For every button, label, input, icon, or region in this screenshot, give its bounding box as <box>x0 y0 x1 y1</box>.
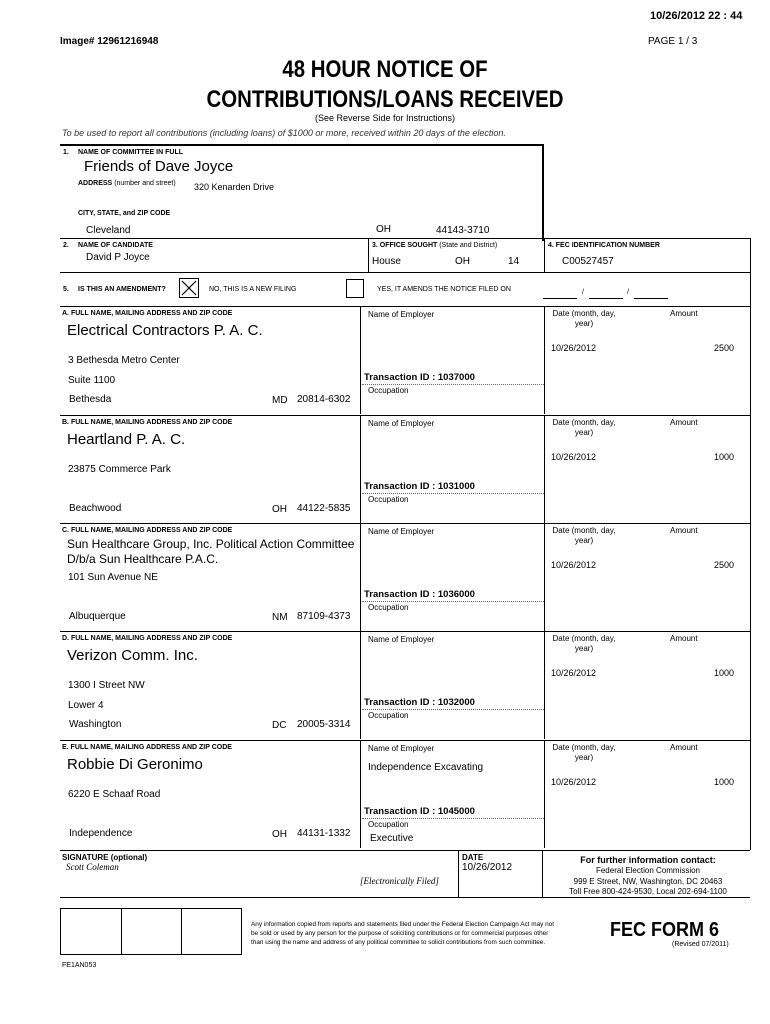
form-subtitle: (See Reverse Side for Instructions) <box>314 113 456 123</box>
amend-date-day-line <box>589 298 623 299</box>
contribution-date: 10/26/2012 <box>551 452 597 462</box>
office-label: 3. OFFICE SOUGHT (State and District) <box>372 242 498 249</box>
contact-line2: 999 E Street, NW, Washington, DC 20463 <box>573 877 723 886</box>
committee-name-label: NAME OF COMMITTEE IN FULL <box>78 149 183 156</box>
contributor-name: Sun Healthcare Group, Inc. Political Action Committee <box>67 537 355 551</box>
contributor-state: DC <box>272 720 287 731</box>
signature-divider <box>458 850 459 897</box>
contribution-amount: 1000 <box>713 777 734 787</box>
contributor-name: Heartland P. A. C. <box>67 431 186 448</box>
contributor-name-line2: D/b/a Sun Healthcare P.A.C. <box>67 552 219 566</box>
date-column-label: Date (month, day, year) <box>552 634 616 653</box>
date-column-label: Date (month, day, year) <box>552 743 616 762</box>
contributor-zip: 20814-6302 <box>297 394 351 405</box>
entry-top-border <box>60 631 750 632</box>
contributor-address: 1300 I Street NW <box>68 680 145 691</box>
contributor-address-line2: Lower 4 <box>68 700 104 711</box>
contributor-city: Albuquerque <box>69 611 126 622</box>
transaction-underline <box>362 601 544 602</box>
transaction-id: Transaction ID : 1031000 <box>364 481 475 492</box>
occupation-label: Occupation <box>368 711 409 720</box>
committee-name: Friends of Dave Joyce <box>84 158 234 175</box>
transaction-id: Transaction ID : 1037000 <box>364 372 475 383</box>
employer-label: Name of Employer <box>368 635 435 644</box>
signature-name: Scott Coleman <box>66 862 119 872</box>
contributor-address: 3 Bethesda Metro Center <box>68 355 180 366</box>
committee-zip: 44143-3710 <box>436 225 490 236</box>
contributor-zip: 44131-1332 <box>297 828 351 839</box>
employer-value: Independence Excavating <box>368 762 484 773</box>
employer-label: Name of Employer <box>368 744 435 753</box>
new-filing-checkbox[interactable] <box>179 278 199 298</box>
occupation-label: Occupation <box>368 820 409 829</box>
date-column-label: Date (month, day, year) <box>552 309 616 328</box>
contributor-address-line2: Suite 1100 <box>68 375 116 386</box>
timestamp: 10/26/2012 22 : 44 <box>650 10 743 22</box>
office-district: 14 <box>508 256 520 267</box>
electronically-filed: [Electronically Filed] <box>360 876 439 886</box>
form-code: FE1AN053 <box>62 962 97 969</box>
contributor-zip: 44122-5835 <box>297 503 351 514</box>
date-column-label: Date (month, day, year) <box>552 418 616 437</box>
amendment-num: 5. <box>63 286 69 293</box>
entry-label: E. FULL NAME, MAILING ADDRESS AND ZIP CODE <box>62 744 232 751</box>
disclaimer-line2: be sold or used by any person for the purpose of soliciting contributions or for commercial purposes other <box>251 930 549 937</box>
disclaimer-line1: Any information copied from reports and statements filed under the Federal Election Campaign Act may not <box>251 921 555 928</box>
section1-right-border <box>542 144 544 241</box>
entry-label: C. FULL NAME, MAILING ADDRESS AND ZIP CODE <box>62 527 233 534</box>
amends-checkbox[interactable] <box>346 279 364 298</box>
section1-top-border <box>60 144 544 146</box>
contributor-zip: 20005-3314 <box>297 719 351 730</box>
contributor-name: Electrical Contractors P. A. C. <box>67 322 263 339</box>
amendment-label: IS THIS AN AMENDMENT? <box>78 286 166 293</box>
contributor-city: Beachwood <box>69 503 122 514</box>
entry-divider-1 <box>360 631 361 739</box>
contributor-zip: 87109-4373 <box>297 611 351 622</box>
contact-heading: For further information contact: <box>580 855 716 865</box>
contact-line1: Federal Election Commission <box>595 866 701 875</box>
employer-label: Name of Employer <box>368 527 435 536</box>
contribution-date: 10/26/2012 <box>551 343 597 353</box>
form-title-line2: CONTRIBUTIONS/LOANS RECEIVED <box>206 86 564 113</box>
signature-date: 10/26/2012 <box>462 862 513 873</box>
checkmark-x-icon <box>180 279 198 297</box>
entry-top-border <box>60 523 750 524</box>
entry-divider-2 <box>544 306 545 414</box>
transaction-underline <box>362 709 544 710</box>
occupation-label: Occupation <box>368 603 409 612</box>
entry-top-border <box>60 306 750 307</box>
section2-divider-2 <box>544 238 545 272</box>
occupation-value: Executive <box>370 833 414 844</box>
contributor-state: OH <box>272 504 287 515</box>
amends-label: YES, IT AMENDS THE NOTICE FILED ON <box>377 286 511 293</box>
amount-column-label: Amount <box>670 743 698 752</box>
disclaimer-line3: than using the name and address of any political committee to solicit contributions from such committee. <box>251 939 546 946</box>
office-state: OH <box>455 256 470 267</box>
amount-column-label: Amount <box>670 418 698 427</box>
entry-divider-2 <box>544 740 545 848</box>
new-filing-label: NO, THIS IS A NEW FILING <box>209 286 297 293</box>
amount-column-label: Amount <box>670 526 698 535</box>
entry-label: D. FULL NAME, MAILING ADDRESS AND ZIP CODE <box>62 635 233 642</box>
form-right-border <box>750 238 751 850</box>
amount-column-label: Amount <box>670 634 698 643</box>
signature-top-border <box>60 850 750 851</box>
contributor-state: MD <box>272 395 288 406</box>
city-label: CITY, STATE, and ZIP CODE <box>78 210 171 217</box>
amount-column-label: Amount <box>670 309 698 318</box>
contributor-address: 23875 Commerce Park <box>68 464 171 475</box>
transaction-underline <box>362 384 544 385</box>
entry-divider-2 <box>544 415 545 523</box>
committee-address: 320 Kenarden Drive <box>194 182 275 192</box>
entry-divider-2 <box>544 523 545 631</box>
amend-date-year-line <box>634 298 668 299</box>
entry-label: B. FULL NAME, MAILING ADDRESS AND ZIP CODE <box>62 419 233 426</box>
date-column-label: Date (month, day, year) <box>552 526 616 545</box>
contributor-city: Independence <box>69 828 133 839</box>
office-sought: House <box>372 256 401 267</box>
committee-state: OH <box>376 224 391 235</box>
contribution-amount: 2500 <box>713 343 734 353</box>
section5-top-border <box>60 272 750 273</box>
contribution-date: 10/26/2012 <box>551 560 597 570</box>
contributor-city: Washington <box>69 719 122 730</box>
form-intro: To be used to report all contributions (including loans) of $1000 or more, received within 20 days of the election. <box>62 128 506 138</box>
contributor-state: OH <box>272 829 287 840</box>
signature-label: SIGNATURE (optional) <box>62 853 148 862</box>
stamp-divider-2 <box>181 909 182 955</box>
entry-label: A. FULL NAME, MAILING ADDRESS AND ZIP CODE <box>62 310 233 317</box>
entry-top-border <box>60 740 750 741</box>
contributor-state: NM <box>272 612 288 623</box>
contributor-name: Verizon Comm. Inc. <box>67 647 198 664</box>
entry-top-border <box>60 415 750 416</box>
section2-top-border <box>60 238 750 239</box>
stamp-divider-1 <box>121 909 122 955</box>
candidate-name: David P Joyce <box>86 252 150 263</box>
occupation-label: Occupation <box>368 495 409 504</box>
amend-date-sep: / <box>582 289 584 296</box>
entry-divider-1 <box>360 523 361 631</box>
contribution-amount: 1000 <box>713 668 734 678</box>
page-number: PAGE 1 / 3 <box>648 36 698 47</box>
candidate-num: 2. <box>63 242 69 249</box>
entry-divider-1 <box>360 415 361 523</box>
form-title-line1: 48 HOUR NOTICE OF <box>282 56 488 83</box>
committee-city: Cleveland <box>86 225 131 236</box>
signature-divider-2 <box>542 850 543 897</box>
image-id: Image# 12961216948 <box>60 36 159 47</box>
date-label: DATE <box>462 853 484 862</box>
entry-divider-1 <box>360 306 361 414</box>
contribution-amount: 1000 <box>713 452 734 462</box>
form-revised: (Revised 07/2011) <box>672 941 729 948</box>
transaction-id: Transaction ID : 1032000 <box>364 697 475 708</box>
candidate-label: NAME OF CANDIDATE <box>78 242 153 249</box>
employer-label: Name of Employer <box>368 419 435 428</box>
amend-date-sep-2: / <box>627 289 629 296</box>
contributor-name: Robbie Di Geronimo <box>67 756 203 773</box>
stamp-box <box>60 908 242 955</box>
entry-divider-1 <box>360 740 361 848</box>
contributor-address: 6220 E Schaaf Road <box>68 789 161 800</box>
contribution-date: 10/26/2012 <box>551 777 597 787</box>
fec-id-label: 4. FEC IDENTIFICATION NUMBER <box>548 242 660 249</box>
fec-id: C00527457 <box>562 256 614 267</box>
entry-divider-2 <box>544 631 545 739</box>
amend-date-month-line <box>543 298 577 299</box>
contributor-city: Bethesda <box>69 394 112 405</box>
transaction-underline <box>362 818 544 819</box>
contribution-date: 10/26/2012 <box>551 668 597 678</box>
transaction-underline <box>362 493 544 494</box>
employer-label: Name of Employer <box>368 310 435 319</box>
signature-bottom-border <box>60 897 750 898</box>
transaction-id: Transaction ID : 1036000 <box>364 589 475 600</box>
committee-num: 1. <box>63 149 69 156</box>
contact-line3: Toll Free 800-424-9530, Local 202-694-1100 <box>569 887 727 896</box>
contribution-amount: 2500 <box>713 560 734 570</box>
section2-divider-1 <box>368 238 369 272</box>
address-label: ADDRESS (number and street) <box>78 180 176 187</box>
contributor-address: 101 Sun Avenue NE <box>68 572 158 583</box>
occupation-label: Occupation <box>368 386 409 395</box>
transaction-id: Transaction ID : 1045000 <box>364 806 475 817</box>
form-name: FEC FORM 6 <box>610 919 720 941</box>
